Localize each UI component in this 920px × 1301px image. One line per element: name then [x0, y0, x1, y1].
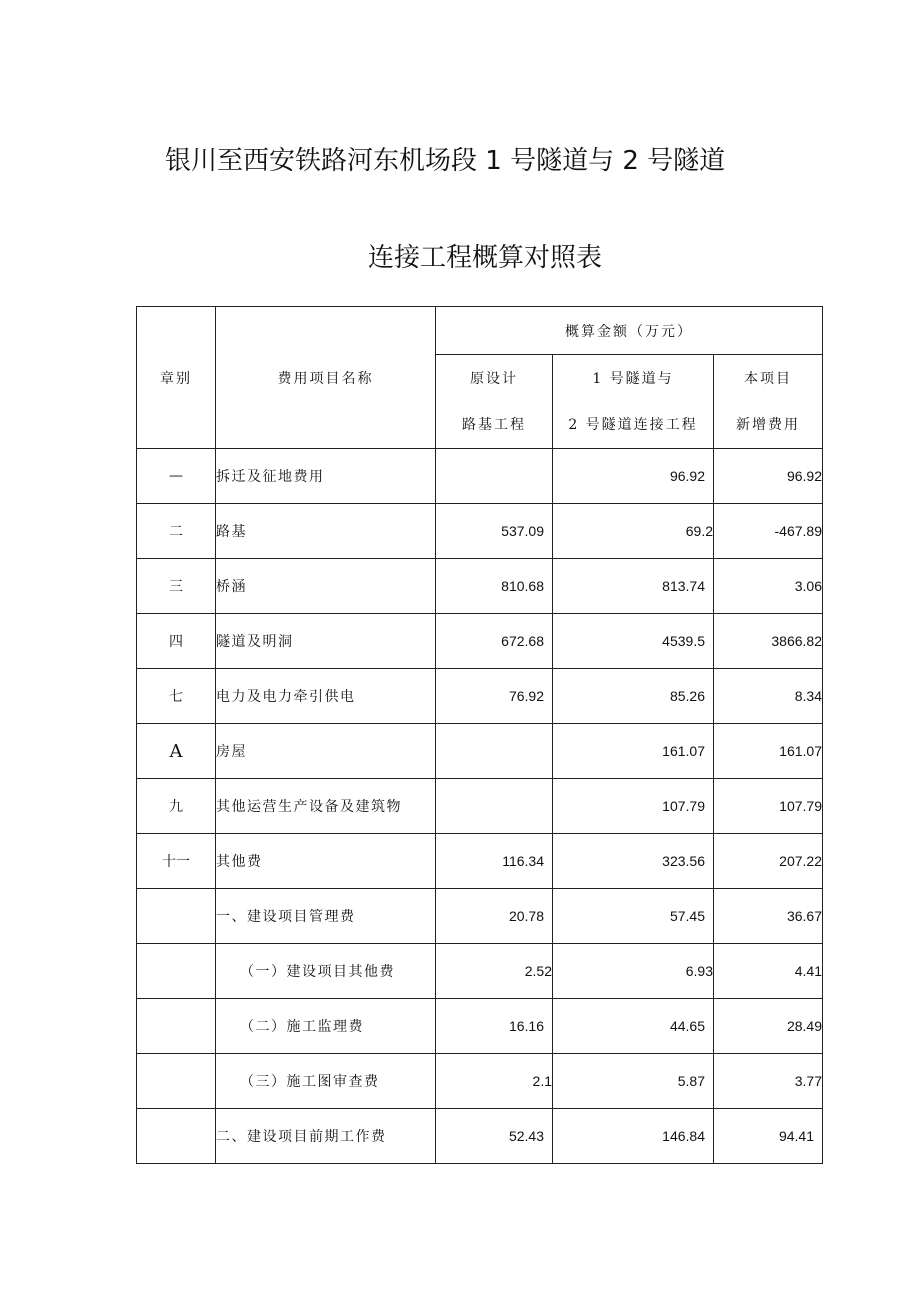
cell-new: -467.89 [714, 504, 823, 559]
header-connection-line1: 1 号隧道与 [592, 370, 674, 387]
cell-new: 107.79 [714, 779, 823, 834]
cell-original [436, 779, 553, 834]
table-row [137, 559, 823, 614]
cell-new: 94.41 [714, 1109, 823, 1164]
header-connection-project [553, 355, 714, 449]
cell-connection: 5.87 [553, 1054, 714, 1109]
cell-new: 161.07 [714, 724, 823, 779]
cell-connection: 85.26 [553, 669, 714, 724]
cell-connection: 4539.5 [553, 614, 714, 669]
cell-original [436, 449, 553, 504]
table-row [137, 834, 823, 889]
table-row [137, 944, 823, 999]
header-new-line1: 本项目 [744, 370, 792, 387]
cell-chapter: 四 [137, 614, 216, 669]
cell-chapter: — [137, 449, 216, 504]
table-row [137, 669, 823, 724]
cell-item-name: 电力及电力牵引供电 [216, 669, 436, 724]
header-original-design [436, 355, 553, 449]
header-chapter: 章别 [137, 307, 216, 449]
cell-item-name: 桥涵 [216, 559, 436, 614]
document-title-line2: 连接工程概算对照表 [368, 243, 603, 273]
cell-new: 96.92 [714, 449, 823, 504]
cell-chapter [137, 1054, 216, 1109]
cell-original: 116.34 [436, 834, 553, 889]
table-row [137, 504, 823, 559]
cell-chapter: A [137, 724, 216, 779]
cell-item-name: （三）施工图审查费 [216, 1054, 436, 1109]
cell-original: 20.78 [436, 889, 553, 944]
cell-connection: 44.65 [553, 999, 714, 1054]
cell-chapter: 九 [137, 779, 216, 834]
header-connection-line2: 2 号隧道连接工程 [568, 416, 698, 433]
cell-item-name: 路基 [216, 504, 436, 559]
header-original-line2: 路基工程 [462, 416, 526, 433]
cell-original [436, 724, 553, 779]
header-amount-group: 概算金额（万元） [436, 307, 823, 355]
cell-connection: 57.45 [553, 889, 714, 944]
cell-original: 2.1 [436, 1054, 553, 1109]
cell-chapter [137, 999, 216, 1054]
cell-new: 8.34 [714, 669, 823, 724]
cell-item-name: 拆迁及征地费用 [216, 449, 436, 504]
cell-item-name: 一、建设项目管理费 [216, 889, 436, 944]
cell-original: 76.92 [436, 669, 553, 724]
cell-chapter: 七 [137, 669, 216, 724]
cell-new: 28.49 [714, 999, 823, 1054]
cell-new: 36.67 [714, 889, 823, 944]
cell-connection: 6.93 [553, 944, 714, 999]
cell-connection: 69.2 [553, 504, 714, 559]
budget-comparison-table [136, 306, 823, 1164]
cell-item-name: （一）建设项目其他费 [216, 944, 436, 999]
cell-chapter: 二 [137, 504, 216, 559]
document-title-line1: 银川至西安铁路河东机场段 1 号隧道与 2 号隧道 [165, 146, 726, 176]
cell-connection: 146.84 [553, 1109, 714, 1164]
cell-chapter [137, 889, 216, 944]
cell-item-name: 其他运营生产设备及建筑物 [216, 779, 436, 834]
cell-item-name: 房屋 [216, 724, 436, 779]
cell-original: 52.43 [436, 1109, 553, 1164]
table-row [137, 999, 823, 1054]
table-row [137, 724, 823, 779]
cell-new: 3.77 [714, 1054, 823, 1109]
cell-item-name: 其他费 [216, 834, 436, 889]
table-row [137, 1054, 823, 1109]
cell-new: 3.06 [714, 559, 823, 614]
table-row [137, 1109, 823, 1164]
table-row [137, 889, 823, 944]
table-row [137, 779, 823, 834]
cell-chapter [137, 944, 216, 999]
cell-original: 16.16 [436, 999, 553, 1054]
cell-item-name: 二、建设项目前期工作费 [216, 1109, 436, 1164]
cell-item-name: （二）施工监理费 [216, 999, 436, 1054]
cell-original: 810.68 [436, 559, 553, 614]
cell-item-name: 隧道及明洞 [216, 614, 436, 669]
header-new-line2: 新增费用 [736, 416, 800, 433]
header-original-line1: 原设计 [470, 370, 518, 387]
cell-chapter: 三 [137, 559, 216, 614]
cell-chapter [137, 1109, 216, 1164]
cell-new: 3866.82 [714, 614, 823, 669]
cell-original: 2.52 [436, 944, 553, 999]
cell-original: 537.09 [436, 504, 553, 559]
cell-connection: 96.92 [553, 449, 714, 504]
cell-chapter: 十一 [137, 834, 216, 889]
header-item-name: 费用项目名称 [216, 307, 436, 449]
header-new-cost [714, 355, 823, 449]
cell-connection: 813.74 [553, 559, 714, 614]
cell-connection: 161.07 [553, 724, 714, 779]
table-row [137, 449, 823, 504]
cell-connection: 107.79 [553, 779, 714, 834]
table-row [137, 614, 823, 669]
cell-connection: 323.56 [553, 834, 714, 889]
cell-original: 672.68 [436, 614, 553, 669]
cell-new: 4.41 [714, 944, 823, 999]
cell-new: 207.22 [714, 834, 823, 889]
